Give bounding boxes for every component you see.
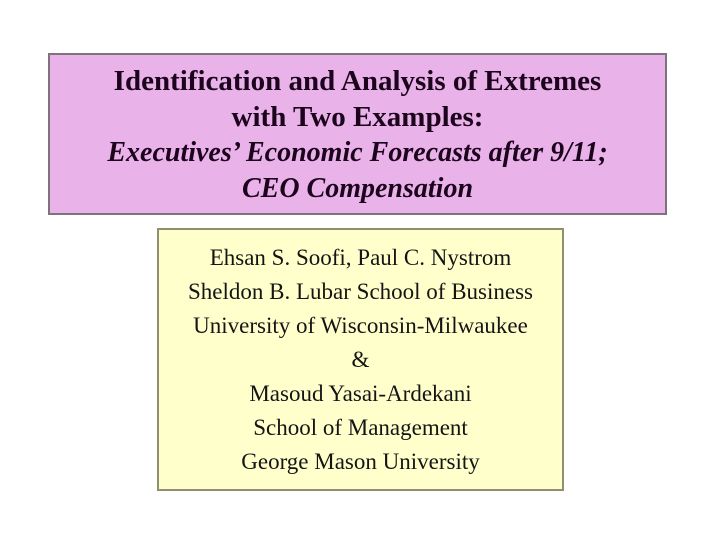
author-names: Ehsan S. Soofi, Paul C. Nystrom xyxy=(209,245,512,270)
authors-box xyxy=(157,228,564,491)
affiliation-university-2: George Mason University xyxy=(241,449,480,474)
affiliation-school-1: Sheldon B. Lubar School of Business xyxy=(188,279,533,304)
affiliation-university-1: University of Wisconsin-Milwaukee xyxy=(193,313,528,338)
title-box xyxy=(48,53,667,215)
subtitle-line-1: Executives’ Economic Forecasts after 9/11; xyxy=(107,137,608,168)
subtitle-line-2: CEO Compensation xyxy=(241,172,474,204)
title-line-2: with Two Examples: xyxy=(231,100,484,133)
ampersand-separator: & xyxy=(351,347,370,372)
affiliation-school-2: School of Management xyxy=(253,415,468,440)
author-name-2: Masoud Yasai-Ardekani xyxy=(249,381,472,406)
title-line-1: Identification and Analysis of Extremes xyxy=(113,65,602,97)
